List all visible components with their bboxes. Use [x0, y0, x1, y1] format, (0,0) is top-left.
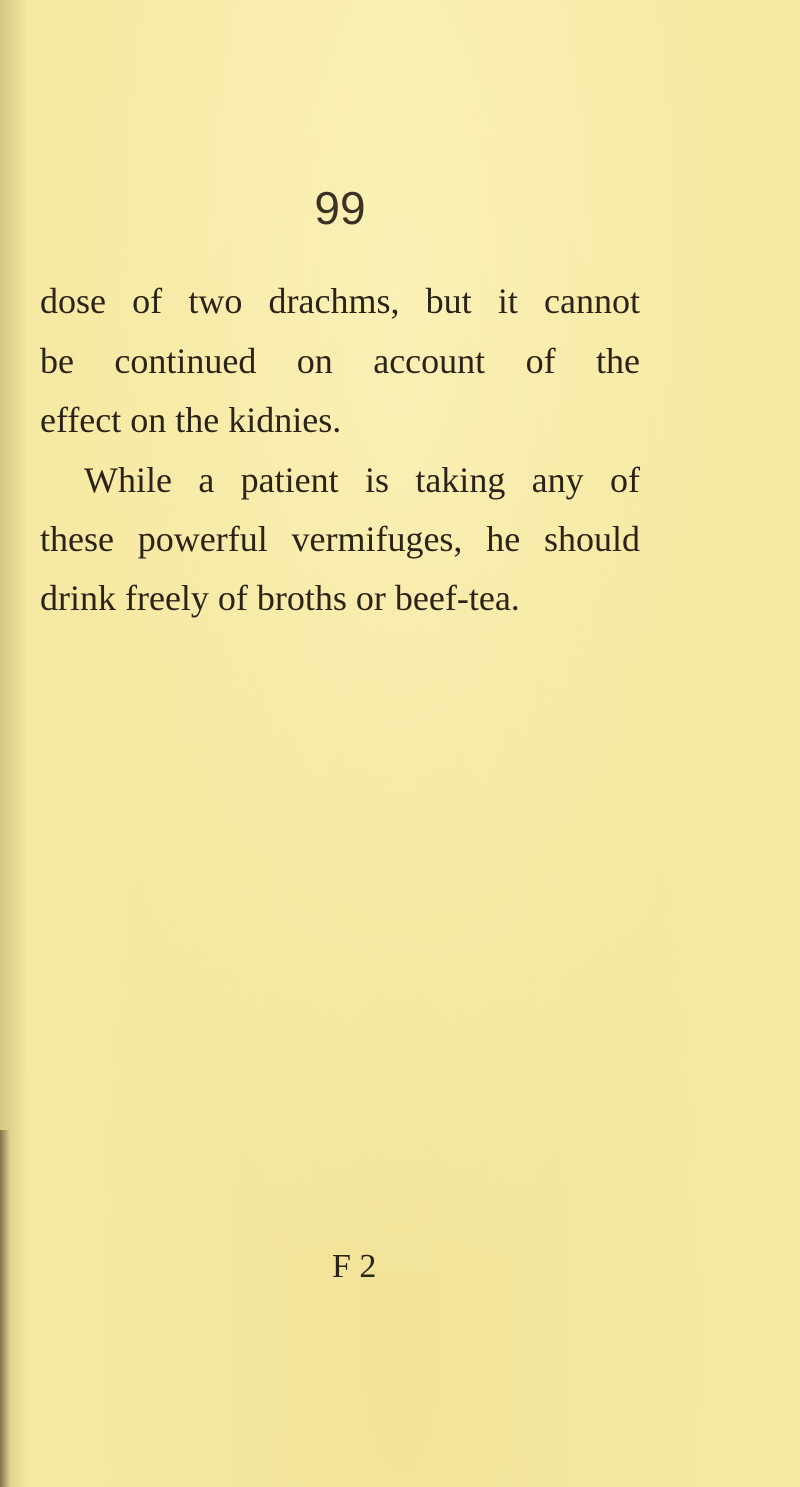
text-line-2: be continued on account of the: [40, 341, 640, 381]
text-line-1: dose of two drachms, but it cannot: [40, 281, 640, 321]
text-line-5: these powerful vermifuges, he should: [40, 519, 640, 559]
page-number: 99: [314, 182, 366, 234]
text-line-3: effect on the kidnies.: [40, 400, 342, 440]
signature-mark: F 2: [332, 1248, 377, 1285]
text-line-4: While a patient is taking any of: [84, 460, 640, 500]
text-line-6: drink freely of broths or beef-tea.: [40, 578, 520, 618]
page-edge-shadow: [0, 1130, 10, 1487]
